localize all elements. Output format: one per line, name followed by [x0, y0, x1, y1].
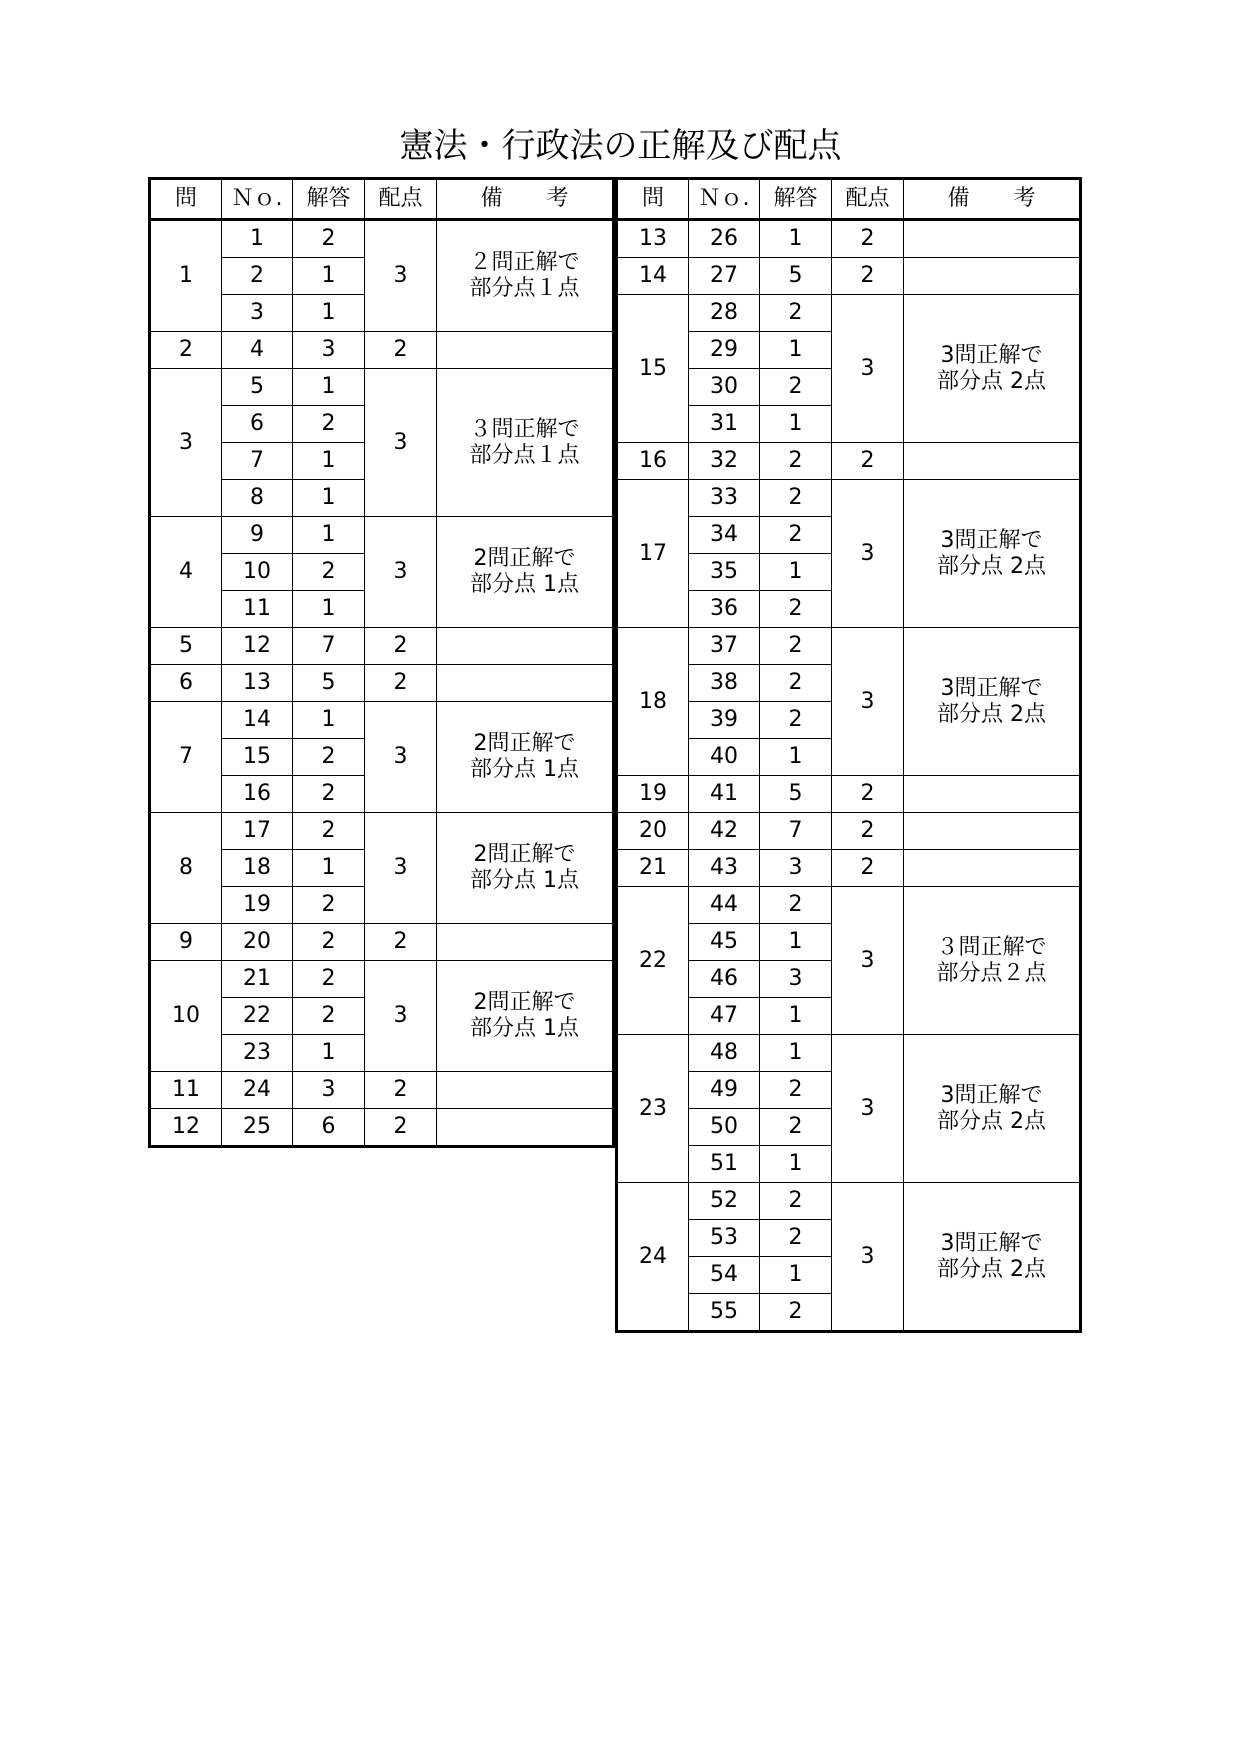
remark-line: 部分点 2点 — [937, 553, 1046, 579]
question-number: 18 — [617, 628, 689, 776]
table-row — [150, 369, 614, 406]
question-number: 8 — [150, 813, 222, 924]
item-number: 8 — [222, 480, 293, 517]
table-row — [150, 1109, 614, 1147]
answer-value: 2 — [293, 961, 365, 998]
item-number: 37 — [689, 628, 760, 665]
answer-value: 1 — [760, 739, 832, 776]
points-value: 2 — [365, 332, 437, 369]
answer-value: 1 — [760, 1146, 832, 1183]
item-number: 21 — [222, 961, 293, 998]
remark-cell — [437, 1072, 614, 1109]
remark-cell — [437, 813, 614, 924]
remark-cell — [904, 443, 1081, 480]
remark-line: 部分点１点 — [469, 276, 580, 301]
answer-value: 2 — [760, 887, 832, 924]
answer-table-body — [150, 220, 614, 1147]
answer-value: 1 — [293, 369, 365, 406]
points-value: 3 — [832, 295, 904, 443]
header-answer: 解答 — [760, 179, 832, 220]
answer-value: 2 — [293, 776, 365, 813]
remark-line: 部分点２点 — [936, 960, 1047, 986]
header-answer: 解答 — [293, 179, 365, 220]
answer-table-right — [615, 177, 1082, 1333]
table-row — [617, 776, 1081, 813]
remark-cell — [437, 332, 614, 369]
answer-value: 2 — [293, 554, 365, 591]
item-number: 38 — [689, 665, 760, 702]
points-value: 2 — [832, 443, 904, 480]
table-row — [617, 1035, 1081, 1072]
answer-value: 2 — [760, 443, 832, 480]
answer-value: 1 — [760, 406, 832, 443]
question-number: 22 — [617, 887, 689, 1035]
item-number: 54 — [689, 1257, 760, 1294]
remark-cell — [437, 369, 614, 517]
table-row — [150, 665, 614, 702]
points-value: 3 — [832, 1183, 904, 1332]
points-value: 2 — [365, 628, 437, 665]
table-row — [617, 220, 1081, 258]
remark-line: ３問正解で — [469, 416, 580, 442]
answer-value: 6 — [293, 1109, 365, 1147]
remark-line: 部分点 1点 — [470, 868, 579, 893]
answer-value: 2 — [293, 406, 365, 443]
header-number: Ｎｏ. — [689, 179, 760, 220]
question-number: 21 — [617, 850, 689, 887]
question-number: 15 — [617, 295, 689, 443]
item-number: 4 — [222, 332, 293, 369]
table-row — [150, 332, 614, 369]
question-number: 17 — [617, 480, 689, 628]
item-number: 35 — [689, 554, 760, 591]
item-number: 52 — [689, 1183, 760, 1220]
points-value: 2 — [832, 813, 904, 850]
table-row — [150, 961, 614, 998]
remark-cell — [904, 850, 1081, 887]
answer-value: 1 — [293, 850, 365, 887]
answer-value: 2 — [760, 628, 832, 665]
item-number: 30 — [689, 369, 760, 406]
item-number: 2 — [222, 258, 293, 295]
question-number: 4 — [150, 517, 222, 628]
remark-line: 部分点 2点 — [937, 701, 1046, 727]
answer-value: 1 — [760, 998, 832, 1035]
answer-value: 2 — [760, 1072, 832, 1109]
remark-cell — [437, 517, 614, 628]
item-number: 17 — [222, 813, 293, 850]
item-number: 20 — [222, 924, 293, 961]
item-number: 7 — [222, 443, 293, 480]
item-number: 32 — [689, 443, 760, 480]
remark-cell — [437, 665, 614, 702]
answer-value: 3 — [293, 332, 365, 369]
item-number: 23 — [222, 1035, 293, 1072]
remark-cell — [437, 220, 614, 332]
remark-line: 2問正解で — [473, 990, 576, 1015]
answer-value: 2 — [760, 517, 832, 554]
table-row — [617, 443, 1081, 480]
points-value: 2 — [365, 924, 437, 961]
answer-value: 2 — [293, 887, 365, 924]
question-number: 9 — [150, 924, 222, 961]
points-value: 2 — [365, 1109, 437, 1147]
remark-cell — [904, 776, 1081, 813]
answer-value: 2 — [293, 813, 365, 850]
item-number: 47 — [689, 998, 760, 1035]
table-row — [150, 220, 614, 258]
item-number: 28 — [689, 295, 760, 332]
answer-value: 1 — [293, 702, 365, 739]
item-number: 39 — [689, 702, 760, 739]
item-number: 27 — [689, 258, 760, 295]
header-question: 問 — [150, 179, 222, 220]
header-points: 配点 — [832, 179, 904, 220]
item-number: 18 — [222, 850, 293, 887]
question-number: 24 — [617, 1183, 689, 1332]
remark-cell — [904, 887, 1081, 1035]
question-number: 7 — [150, 702, 222, 813]
answer-value: 7 — [293, 628, 365, 665]
points-value: 3 — [365, 961, 437, 1072]
remark-cell — [904, 480, 1081, 628]
header-row — [150, 179, 614, 220]
answer-value: 5 — [293, 665, 365, 702]
remark-cell — [437, 1109, 614, 1147]
item-number: 49 — [689, 1072, 760, 1109]
answer-table-left — [148, 177, 615, 1148]
question-number: 3 — [150, 369, 222, 517]
item-number: 16 — [222, 776, 293, 813]
item-number: 29 — [689, 332, 760, 369]
table-row — [150, 702, 614, 739]
question-number: 10 — [150, 961, 222, 1072]
points-value: 2 — [832, 258, 904, 295]
item-number: 3 — [222, 295, 293, 332]
header-points: 配点 — [365, 179, 437, 220]
remark-line: 部分点１点 — [469, 442, 580, 468]
item-number: 41 — [689, 776, 760, 813]
answer-value: 1 — [760, 1035, 832, 1072]
item-number: 5 — [222, 369, 293, 406]
answer-value: 2 — [760, 1294, 832, 1332]
item-number: 24 — [222, 1072, 293, 1109]
question-number: 19 — [617, 776, 689, 813]
answer-value: 3 — [760, 850, 832, 887]
table-row — [617, 813, 1081, 850]
remark-line: ２問正解で — [469, 250, 580, 275]
question-number: 14 — [617, 258, 689, 295]
item-number: 15 — [222, 739, 293, 776]
answer-value: 1 — [293, 258, 365, 295]
table-row — [150, 813, 614, 850]
header-question: 問 — [617, 179, 689, 220]
question-number: 1 — [150, 220, 222, 332]
answer-value: 2 — [760, 369, 832, 406]
answer-value: 1 — [293, 295, 365, 332]
header-row — [617, 179, 1081, 220]
item-number: 36 — [689, 591, 760, 628]
item-number: 33 — [689, 480, 760, 517]
answer-value: 1 — [293, 480, 365, 517]
answer-value: 2 — [293, 220, 365, 258]
question-number: 6 — [150, 665, 222, 702]
table-row — [617, 295, 1081, 332]
table-row — [617, 480, 1081, 517]
answer-table-body — [617, 220, 1081, 1332]
remark-line: 部分点 2点 — [937, 1256, 1046, 1282]
answer-value: 2 — [760, 295, 832, 332]
points-value: 3 — [365, 369, 437, 517]
points-value: 2 — [365, 1072, 437, 1109]
item-number: 43 — [689, 850, 760, 887]
question-number: 2 — [150, 332, 222, 369]
answer-value: 1 — [293, 517, 365, 554]
answer-value: 2 — [760, 1183, 832, 1220]
remark-line: 部分点 2点 — [937, 368, 1046, 394]
remark-cell — [904, 628, 1081, 776]
item-number: 9 — [222, 517, 293, 554]
answer-value: 1 — [760, 332, 832, 369]
remark-cell — [437, 702, 614, 813]
remark-line: 2問正解で — [473, 731, 576, 756]
remark-line: ３問正解で — [936, 934, 1047, 960]
item-number: 45 — [689, 924, 760, 961]
answer-value: 5 — [760, 258, 832, 295]
item-number: 34 — [689, 517, 760, 554]
remark-cell — [904, 1035, 1081, 1183]
item-number: 51 — [689, 1146, 760, 1183]
header-number: Ｎｏ. — [222, 179, 293, 220]
item-number: 13 — [222, 665, 293, 702]
table-row — [150, 1072, 614, 1109]
answer-value: 2 — [293, 998, 365, 1035]
remark-cell — [904, 1183, 1081, 1332]
item-number: 11 — [222, 591, 293, 628]
item-number: 31 — [689, 406, 760, 443]
answer-value: 1 — [293, 591, 365, 628]
header-remarks: 備 考 — [437, 179, 614, 220]
remark-cell — [437, 628, 614, 665]
points-value: 3 — [365, 220, 437, 332]
answer-value: 2 — [760, 702, 832, 739]
item-number: 48 — [689, 1035, 760, 1072]
answer-value: 7 — [760, 813, 832, 850]
remark-line: 3問正解で — [940, 1082, 1043, 1108]
question-number: 16 — [617, 443, 689, 480]
item-number: 25 — [222, 1109, 293, 1147]
points-value: 3 — [832, 480, 904, 628]
remark-line: 部分点 2点 — [937, 1108, 1046, 1134]
table-row — [617, 850, 1081, 887]
points-value: 3 — [365, 702, 437, 813]
points-value: 3 — [832, 1035, 904, 1183]
item-number: 53 — [689, 1220, 760, 1257]
answer-value: 1 — [760, 220, 832, 258]
remark-line: 3問正解で — [940, 1230, 1043, 1256]
answer-value: 2 — [760, 1109, 832, 1146]
item-number: 40 — [689, 739, 760, 776]
question-number: 23 — [617, 1035, 689, 1183]
item-number: 10 — [222, 554, 293, 591]
item-number: 12 — [222, 628, 293, 665]
item-number: 19 — [222, 887, 293, 924]
remark-line: 3問正解で — [940, 527, 1043, 553]
points-value: 2 — [832, 776, 904, 813]
answer-value: 2 — [760, 665, 832, 702]
table-row — [617, 887, 1081, 924]
header-remarks: 備 考 — [904, 179, 1081, 220]
item-number: 50 — [689, 1109, 760, 1146]
points-value: 2 — [832, 850, 904, 887]
table-row — [150, 628, 614, 665]
table-row — [150, 517, 614, 554]
table-row — [617, 258, 1081, 295]
answer-value: 2 — [293, 924, 365, 961]
answer-value: 2 — [760, 1220, 832, 1257]
points-value: 3 — [832, 628, 904, 776]
remark-cell — [904, 220, 1081, 258]
item-number: 26 — [689, 220, 760, 258]
item-number: 46 — [689, 961, 760, 998]
points-value: 3 — [365, 813, 437, 924]
table-row — [617, 628, 1081, 665]
answer-value: 2 — [293, 739, 365, 776]
question-number: 11 — [150, 1072, 222, 1109]
points-value: 2 — [365, 665, 437, 702]
answer-value: 1 — [760, 1257, 832, 1294]
remark-line: 3問正解で — [940, 675, 1043, 701]
remark-cell — [904, 813, 1081, 850]
remark-cell — [904, 258, 1081, 295]
remark-line: 2問正解で — [473, 842, 576, 867]
item-number: 44 — [689, 887, 760, 924]
remark-cell — [437, 924, 614, 961]
item-number: 22 — [222, 998, 293, 1035]
points-value: 2 — [832, 220, 904, 258]
answer-value: 3 — [760, 961, 832, 998]
answer-value: 1 — [293, 1035, 365, 1072]
answer-value: 5 — [760, 776, 832, 813]
answer-value: 1 — [293, 443, 365, 480]
points-value: 3 — [832, 887, 904, 1035]
question-number: 5 — [150, 628, 222, 665]
item-number: 6 — [222, 406, 293, 443]
answer-value: 1 — [760, 554, 832, 591]
item-number: 55 — [689, 1294, 760, 1332]
question-number: 12 — [150, 1109, 222, 1147]
points-value: 3 — [365, 517, 437, 628]
answer-value: 2 — [760, 480, 832, 517]
question-number: 13 — [617, 220, 689, 258]
remark-line: 部分点 1点 — [470, 757, 579, 782]
page-title: 憲法・行政法の正解及び配点 — [399, 126, 842, 166]
item-number: 14 — [222, 702, 293, 739]
answer-value: 1 — [760, 924, 832, 961]
remark-cell — [904, 295, 1081, 443]
remark-cell — [437, 961, 614, 1072]
item-number: 42 — [689, 813, 760, 850]
answer-value: 3 — [293, 1072, 365, 1109]
item-number: 1 — [222, 220, 293, 258]
remark-line: 3問正解で — [940, 342, 1043, 368]
table-row — [617, 1183, 1081, 1220]
question-number: 20 — [617, 813, 689, 850]
answer-value: 2 — [760, 591, 832, 628]
table-row — [150, 924, 614, 961]
remark-line: 部分点 1点 — [470, 1016, 579, 1041]
remark-line: 2問正解で — [473, 546, 576, 571]
remark-line: 部分点 1点 — [470, 572, 579, 597]
